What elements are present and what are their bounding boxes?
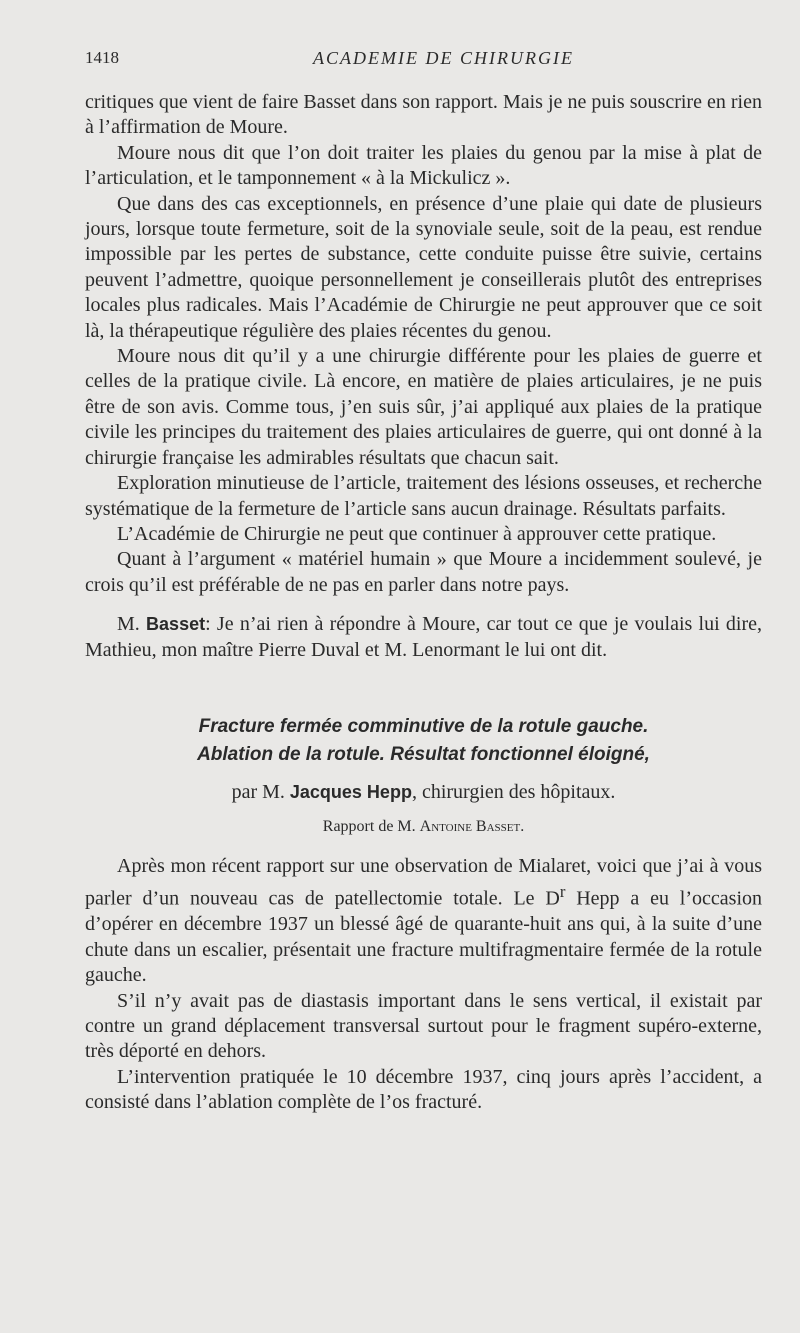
paragraph: critiques que vient de faire Basset dans son rapport. Mais je ne puis souscrire en rien à l’affirmation de Moure. <box>85 91 762 139</box>
running-head <box>85 48 762 72</box>
paragraph-text: Après mon récent rapport sur une observation de Mialaret, voici que j’ai à vous parler d’un nouveau cas de patellectomie totale. Le D <box>85 854 762 910</box>
report-suffix: . <box>520 817 525 835</box>
byline <box>85 781 762 804</box>
journal-title: ACADEMIE DE CHIRURGIE <box>313 48 574 68</box>
superscript: r <box>559 882 566 902</box>
speech-paragraph <box>85 612 762 663</box>
paragraph-text: S’il n’y avait pas de diastasis important dans le sens vertical, il existait par contre un grand déplacement transversal surtout pour le fragment supéro-externe, très déporté en dehors. <box>85 989 762 1063</box>
paragraph <box>85 854 762 989</box>
report-line <box>85 818 762 836</box>
paragraph: Que dans des cas exceptionnels, en présence d’une plaie qui date de plusieurs jours, lorsque toute fermeture, soit de la synoviale seule, soit de la peau, est rendue impossible par les pertes de substance, cette conduite puisse être suivie, certains peuvent l’admettre, quoique personnellement je conseillerais plutôt des entreprises locales plus radicales. Mais l’Académie de Chirurgie ne peut approuver que ce soit là, la thérapeutique régulière des plaies récentes du genou. <box>85 192 762 342</box>
article-title <box>85 713 762 769</box>
byline-prefix: par M. <box>231 780 290 803</box>
page-number: 1418 <box>85 48 119 67</box>
speech-prefix: M. <box>117 613 147 636</box>
paragraph: Moure nous dit que l’on doit traiter les plaies du genou par la mise à plat de l’articulation, et le tamponnement « à la Mickulicz ». <box>85 141 762 190</box>
report-author: Antoine Basset <box>419 817 521 835</box>
byline-suffix: , chirurgien des hôpitaux. <box>411 780 616 803</box>
report-prefix: Rapport de M. <box>322 817 420 835</box>
paragraph: Moure nous dit qu’il y a une chirurgie différente pour les plaies de guerre et celles de la pratique civile. Là encore, en matière de plaies articulaires, je ne puis être de son avis. Comme tous, j’en suis sûr, j’ai appliqué aux plaies de la pratique civile les principes du traitement des plaies articulaires de guerre, qui ont donné à la chirurgie française les admirables résultats que chacun sait. <box>85 345 762 469</box>
paragraph <box>85 989 762 1065</box>
paragraph: L’Académie de Chirurgie ne peut que continuer à approuver cette pratique. <box>117 522 717 545</box>
paragraph: Exploration minutieuse de l’article, traitement des lésions osseuses, et recherche systématique de la fermeture de l’article sans aucun drainage. Résultats parfaits. <box>85 472 762 520</box>
paragraph <box>85 1065 762 1116</box>
article-title-line: Ablation de la rotule. Résultat fonctionnel éloigné, <box>197 743 650 765</box>
speech-text: Je n’ai rien à répondre à Moure, car tout ce que je voulais lui dire, Mathieu, mon maître Pierre Duval et M. Lenormant le lui ont dit. <box>85 613 762 661</box>
paragraph-text: L’intervention pratiquée le 10 décembre 1937, cinq jours après l’accident, a consisté dans l’ablation complète de l’os fracturé. <box>85 1065 762 1114</box>
paragraph-text: Hepp a eu l’occasion d’opérer en décembre 1937 un blessé âgé de quarante-huit ans qui, à la suite d’une chute dans un escalier, présentait une fracture multifragmentaire fermée de la rotule gauche. <box>85 888 762 987</box>
speech-separator: : <box>205 613 217 636</box>
paragraph: Quant à l’argument « matériel humain » que Moure a incidemment soulevé, je crois qu’il est préférable de ne pas en parler dans notre pays. <box>85 548 762 596</box>
body-text <box>85 90 762 1116</box>
speaker-name: Basset <box>146 614 206 635</box>
author-name: Jacques Hepp <box>289 781 412 802</box>
article-title-line: Fracture fermée comminutive de la rotule gauche. <box>198 715 649 737</box>
